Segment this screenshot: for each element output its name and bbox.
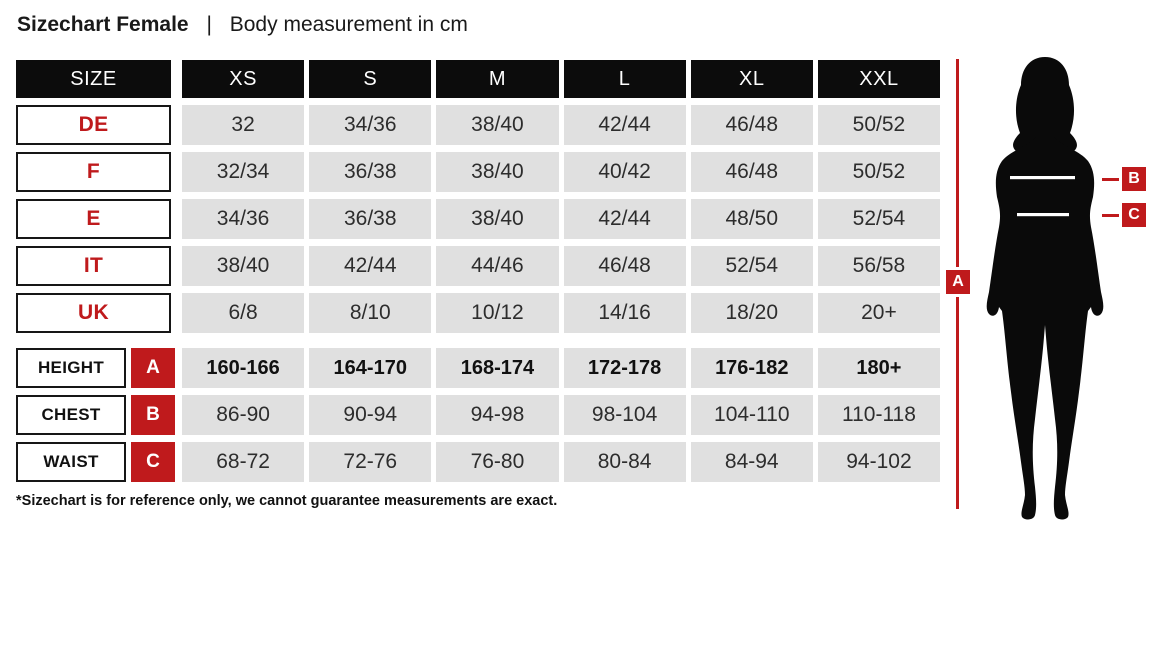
size-value-cell: 34/36 (182, 199, 304, 239)
chest-value-cell: 90-94 (309, 395, 431, 435)
waist-line (1017, 213, 1069, 216)
region-label: DE (78, 113, 109, 136)
size-value-cell: 42/44 (564, 105, 686, 145)
size-header-label: SIZE (16, 60, 171, 98)
region-label: IT (83, 254, 104, 277)
region-label: F (86, 160, 101, 183)
chest-value-cell: 86-90 (182, 395, 304, 435)
marker-c-badge: C (131, 442, 175, 482)
region-label-box (16, 246, 171, 286)
waist-value-cell: 84-94 (691, 442, 813, 482)
size-value-cell: 42/44 (564, 199, 686, 239)
table-header-row (16, 60, 940, 98)
size-value-cell: 38/40 (436, 105, 558, 145)
size-value-cell: 32 (182, 105, 304, 145)
size-value-cell: 44/46 (436, 246, 558, 286)
height-value-cell: 164-170 (309, 348, 431, 388)
size-value-cell: 48/50 (691, 199, 813, 239)
table-row-e (16, 199, 940, 239)
region-label: E (86, 207, 101, 230)
marker-a-badge: A (131, 348, 175, 388)
waist-value-cell: 80-84 (564, 442, 686, 482)
column-header-xl: XL (691, 60, 813, 98)
measure-label-box (16, 395, 126, 435)
measure-label-box (16, 348, 126, 388)
column-header-s: S (309, 60, 431, 98)
waist-value-cell: 68-72 (182, 442, 304, 482)
waist-value-cell: 72-76 (309, 442, 431, 482)
figure-marker-a: A (946, 270, 970, 294)
region-label-box (16, 293, 171, 333)
size-value-cell: 34/36 (309, 105, 431, 145)
region-label: UK (78, 301, 109, 324)
table-row-uk (16, 293, 940, 333)
size-value-cell: 6/8 (182, 293, 304, 333)
measure-label: HEIGHT (37, 358, 105, 377)
measure-label-box (16, 442, 126, 482)
chest-value-cell: 110-118 (818, 395, 940, 435)
waist-pointer-line (1102, 214, 1121, 217)
size-value-cell: 42/44 (309, 246, 431, 286)
measure-label: CHEST (41, 405, 101, 424)
chest-value-cell: 104-110 (691, 395, 813, 435)
section-spacer (16, 340, 940, 348)
size-value-cell: 50/52 (818, 152, 940, 192)
page-title (17, 13, 468, 37)
figure-marker-c: C (1122, 203, 1146, 227)
size-value-cell: 46/48 (691, 152, 813, 192)
height-value-cell: 168-174 (436, 348, 558, 388)
size-value-cell: 38/40 (436, 199, 558, 239)
figure-marker-b: B (1122, 167, 1146, 191)
column-header-xxl: XXL (818, 60, 940, 98)
size-value-cell: 52/54 (691, 246, 813, 286)
height-value-cell: 176-182 (691, 348, 813, 388)
table-row-chest (16, 395, 940, 435)
size-value-cell: 8/10 (309, 293, 431, 333)
height-value-cell: 172-178 (564, 348, 686, 388)
column-header-m: M (436, 60, 558, 98)
waist-value-cell: 76-80 (436, 442, 558, 482)
size-value-cell: 36/38 (309, 152, 431, 192)
size-value-cell: 32/34 (182, 152, 304, 192)
height-value-cell: 160-166 (182, 348, 304, 388)
region-label-box (16, 199, 171, 239)
chest-line (1010, 176, 1075, 179)
title-main: Sizechart Female (17, 13, 189, 36)
table-row-f (16, 152, 940, 192)
size-value-cell: 52/54 (818, 199, 940, 239)
footnote: *Sizechart is for reference only, we cannot guarantee measurements are exact. (16, 493, 558, 509)
table-row-height (16, 348, 940, 388)
table-row-it (16, 246, 940, 286)
size-value-cell: 46/48 (691, 105, 813, 145)
column-header-l: L (564, 60, 686, 98)
size-value-cell: 40/42 (564, 152, 686, 192)
chest-pointer-line (1102, 178, 1121, 181)
size-value-cell: 50/52 (818, 105, 940, 145)
waist-value-cell: 94-102 (818, 442, 940, 482)
size-value-cell: 46/48 (564, 246, 686, 286)
marker-b-badge: B (131, 395, 175, 435)
size-value-cell: 38/40 (436, 152, 558, 192)
table-row-waist (16, 442, 940, 482)
female-silhouette (980, 57, 1110, 522)
region-label-box (16, 105, 171, 145)
size-value-cell: 20+ (818, 293, 940, 333)
size-value-cell: 14/16 (564, 293, 686, 333)
title-separator: | (206, 13, 212, 36)
chest-value-cell: 98-104 (564, 395, 686, 435)
size-value-cell: 36/38 (309, 199, 431, 239)
column-header-xs: XS (182, 60, 304, 98)
chest-value-cell: 94-98 (436, 395, 558, 435)
size-value-cell: 18/20 (691, 293, 813, 333)
table-row-de (16, 105, 940, 145)
size-value-cell: 56/58 (818, 246, 940, 286)
size-table (16, 60, 940, 489)
size-value-cell: 10/12 (436, 293, 558, 333)
size-header-cell (16, 60, 171, 98)
measure-label: WAIST (43, 452, 99, 471)
header-cells (182, 60, 940, 98)
height-value-cell: 180+ (818, 348, 940, 388)
title-subtitle: Body measurement in cm (229, 13, 468, 36)
region-label-box (16, 152, 171, 192)
size-value-cell: 38/40 (182, 246, 304, 286)
